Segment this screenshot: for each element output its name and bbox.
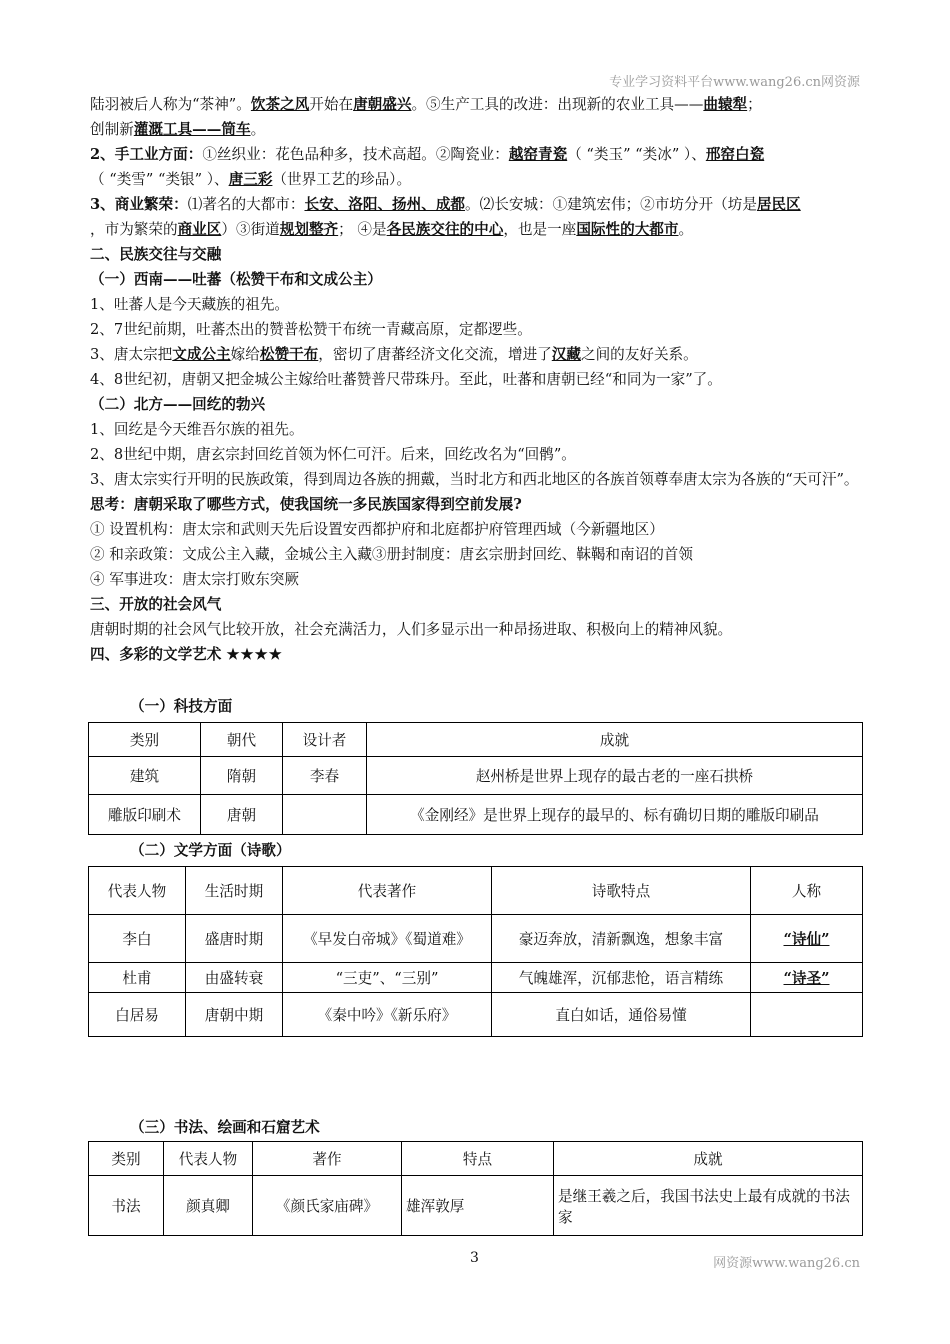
text: 3、唐太宗把 — [90, 346, 173, 363]
subsection-title-tibet: （一）西南——吐蕃（松赞干布和文成公主） — [90, 271, 382, 288]
key-term: 唐三彩 — [228, 171, 273, 188]
key-term: 饮茶之风 — [250, 96, 310, 113]
table-header: 代表人物 — [89, 867, 186, 915]
table-cell: 颜真卿 — [164, 1176, 253, 1236]
huihe-line-2: 2、8世纪中期，唐玄宗封回纥首领为怀仁可汗。后来，回纥改名为“回鹘”。 — [90, 446, 576, 463]
table-cell: 《颜氏家庙碑》 — [253, 1176, 402, 1236]
table-cell: “诗仙” — [751, 915, 863, 963]
key-term: 越窑青瓷 — [508, 146, 568, 163]
text: 。 — [250, 121, 266, 138]
key-term: 唐朝盛兴 — [353, 96, 412, 113]
tibet-line-3 — [90, 342, 862, 367]
table-cell: 书法 — [89, 1176, 164, 1236]
think-answer-1: ① 设置机构：唐太宗和武则天先后设置安西都护府和北庭都护府管理西域（今新疆地区） — [90, 521, 664, 538]
tibet-line-4: 4、8世纪初，唐朝又把金城公主嫁给吐蕃赞普尺带珠丹。至此，吐蕃和唐朝已经“和同为一家”了。 — [90, 371, 722, 388]
table-cell: 《金刚经》是世界上现存的最早的、标有确切日期的雕版印刷品 — [367, 795, 863, 835]
table-cell: “诗圣” — [751, 963, 863, 993]
text: 创制新 — [90, 121, 134, 138]
text: 。⑵长安城：①建筑宏伟；②市坊分开（坊是 — [465, 196, 757, 213]
table-header: 特点 — [402, 1142, 554, 1176]
art-title: （三）书法、绘画和石窟艺术 — [130, 1119, 320, 1136]
main-content — [90, 92, 862, 667]
key-term: 汉藏 — [551, 346, 581, 363]
poetry-title: （二）文学方面（诗歌） — [130, 842, 291, 859]
text: ⑴著名的大都市： — [187, 196, 305, 213]
text: 。⑤生产工具的改进：出现新的农业工具—— — [411, 96, 704, 113]
table-cell — [283, 795, 367, 835]
society-text: 唐朝时期的社会风气比较开放，社会充满活力，人们多显示出一种昂扬进取、积极向上的精神风貌。 — [90, 621, 733, 638]
key-term: 曲辕犁 — [703, 96, 748, 113]
text: 开始在 — [309, 96, 354, 113]
text: （世界工艺的珍品）。 — [272, 171, 412, 188]
art-table — [88, 1141, 863, 1236]
table-cell: 气魄雄浑，沉郁悲怆，语言精练 — [492, 963, 751, 993]
table-row — [89, 915, 863, 963]
table-header: 类别 — [89, 1142, 164, 1176]
table-header: 著作 — [253, 1142, 402, 1176]
table-cell — [751, 993, 863, 1037]
section-title-ethnic: 二、民族交往与交融 — [90, 246, 222, 263]
page-number: 3 — [470, 1250, 479, 1266]
table-cell: 盛唐时期 — [186, 915, 283, 963]
table-header-row — [89, 867, 863, 915]
text: ； — [747, 96, 762, 113]
key-term: 国际性的大都市 — [576, 221, 679, 238]
text: （ “类玉” “类冰” ）、 — [567, 146, 706, 163]
text: ，密切了唐蕃经济文化交流，增进了 — [318, 346, 552, 363]
text: 嫁给 — [230, 346, 260, 363]
text: 陆羽被后人称为“茶神”。 — [90, 96, 251, 113]
table-cell: 直白如话，通俗易懂 — [492, 993, 751, 1037]
table-header-row — [89, 1142, 863, 1176]
think-answer-3: ④ 军事进攻：唐太宗打败东突厥 — [90, 571, 299, 588]
key-term: 规划整齐 — [279, 221, 339, 238]
subsection-title-huihe: （二）北方——回纥的勃兴 — [90, 396, 266, 413]
key-term: 各民族交往的中心 — [386, 221, 504, 238]
paragraph-agriculture-end — [90, 92, 862, 117]
table-cell: 《早发白帝城》《蜀道难》 — [283, 915, 492, 963]
huihe-line-1: 1、回纥是今天维吾尔族的祖先。 — [90, 421, 304, 438]
watermark-bottom: 网资源www.wang26.cn — [713, 1256, 860, 1271]
table-header: 诗歌特点 — [492, 867, 751, 915]
text: 之间的友好关系。 — [580, 346, 698, 363]
table-cell: 雕版印刷术 — [89, 795, 201, 835]
text: ； ④是 — [338, 221, 387, 238]
think-question: 思考：唐朝采取了哪些方式，使我国统一多民族国家得到空前发展? — [90, 496, 522, 513]
poetry-table — [88, 866, 863, 1037]
table-cell: 隋朝 — [201, 757, 283, 795]
key-term: 商业区 — [177, 221, 222, 238]
text: （ “类雪” “类银” ）、 — [90, 171, 229, 188]
table-header: 人称 — [751, 867, 863, 915]
key-term: 松赞干布 — [259, 346, 319, 363]
key-term: 灌溉工具——筒车 — [133, 121, 251, 138]
tibet-line-1: 1、吐蕃人是今天藏族的祖先。 — [90, 296, 290, 313]
table-cell: 赵州桥是世界上现存的最古老的一座石拱桥 — [367, 757, 863, 795]
huihe-line-3: 3、唐太宗实行开明的民族政策，得到周边各族的拥戴，当时北方和西北地区的各族首领尊奉唐太宗为各族的“天可汗”。 — [90, 471, 859, 488]
key-term: 邢窑白瓷 — [705, 146, 765, 163]
paragraph-irrigation — [90, 117, 862, 142]
table-header: 生活时期 — [186, 867, 283, 915]
table-cell: 白居易 — [89, 993, 186, 1037]
text: ，市为繁荣的 — [90, 221, 178, 238]
table-row — [89, 1176, 863, 1236]
table-header: 代表著作 — [283, 867, 492, 915]
table-row — [89, 993, 863, 1037]
key-term: 居民区 — [756, 196, 801, 213]
table-cell: 豪迈奔放，清新飘逸，想象丰富 — [492, 915, 751, 963]
table-header: 成就 — [554, 1142, 863, 1176]
section-title-literature — [90, 642, 862, 667]
paragraph-label: 3、商业繁荣： — [90, 196, 188, 213]
table-header: 代表人物 — [164, 1142, 253, 1176]
key-term: 文成公主 — [172, 346, 231, 363]
watermark-top: 专业学习资料平台www.wang26.cn网资源 — [609, 75, 860, 90]
table-header: 朝代 — [201, 723, 283, 757]
table-cell: 唐朝 — [201, 795, 283, 835]
table-cell: 李白 — [89, 915, 186, 963]
table-header-row — [89, 723, 863, 757]
table-row — [89, 963, 863, 993]
paragraph-label: 2、手工业方面： — [90, 146, 203, 163]
table-cell: 《秦中吟》《新乐府》 — [283, 993, 492, 1037]
table-row — [89, 795, 863, 835]
table-row — [89, 757, 863, 795]
key-term: 长安、洛阳、扬州、成都 — [304, 196, 466, 213]
table-cell: 杜甫 — [89, 963, 186, 993]
table-cell: 唐朝中期 — [186, 993, 283, 1037]
paragraph-handicraft — [90, 142, 862, 192]
table-header: 设计者 — [283, 723, 367, 757]
table-cell: 建筑 — [89, 757, 201, 795]
table-cell: “三吏”、“三别” — [283, 963, 492, 993]
text: ①丝织业：花色品种多，技术高超。②陶瓷业： — [202, 146, 509, 163]
table-cell: 李春 — [283, 757, 367, 795]
text: ）③街道 — [221, 221, 280, 238]
paragraph-commerce — [90, 192, 862, 242]
text: 。 — [678, 221, 694, 238]
table-cell: 是继王羲之后，我国书法史上最有成就的书法家 — [554, 1176, 863, 1236]
table-header: 成就 — [367, 723, 863, 757]
star-rating-icon: ★★★★ — [226, 646, 283, 663]
text: 四、多彩的文学艺术 — [90, 646, 222, 663]
section-title-society: 三、开放的社会风气 — [90, 596, 222, 613]
think-answer-2: ② 和亲政策：文成公主入藏，金城公主入藏③册封制度：唐玄宗册封回纥、靺鞨和南诏的首领 — [90, 546, 693, 563]
text: ，也是一座 — [503, 221, 577, 238]
tibet-line-2: 2、7世纪前期，吐蕃杰出的赞普松赞干布统一青藏高原，定都逻些。 — [90, 321, 532, 338]
table-cell: 雄浑敦厚 — [402, 1176, 554, 1236]
tech-table — [88, 722, 863, 835]
table-header: 类别 — [89, 723, 201, 757]
tech-title: （一）科技方面 — [130, 698, 233, 715]
table-cell: 由盛转衰 — [186, 963, 283, 993]
